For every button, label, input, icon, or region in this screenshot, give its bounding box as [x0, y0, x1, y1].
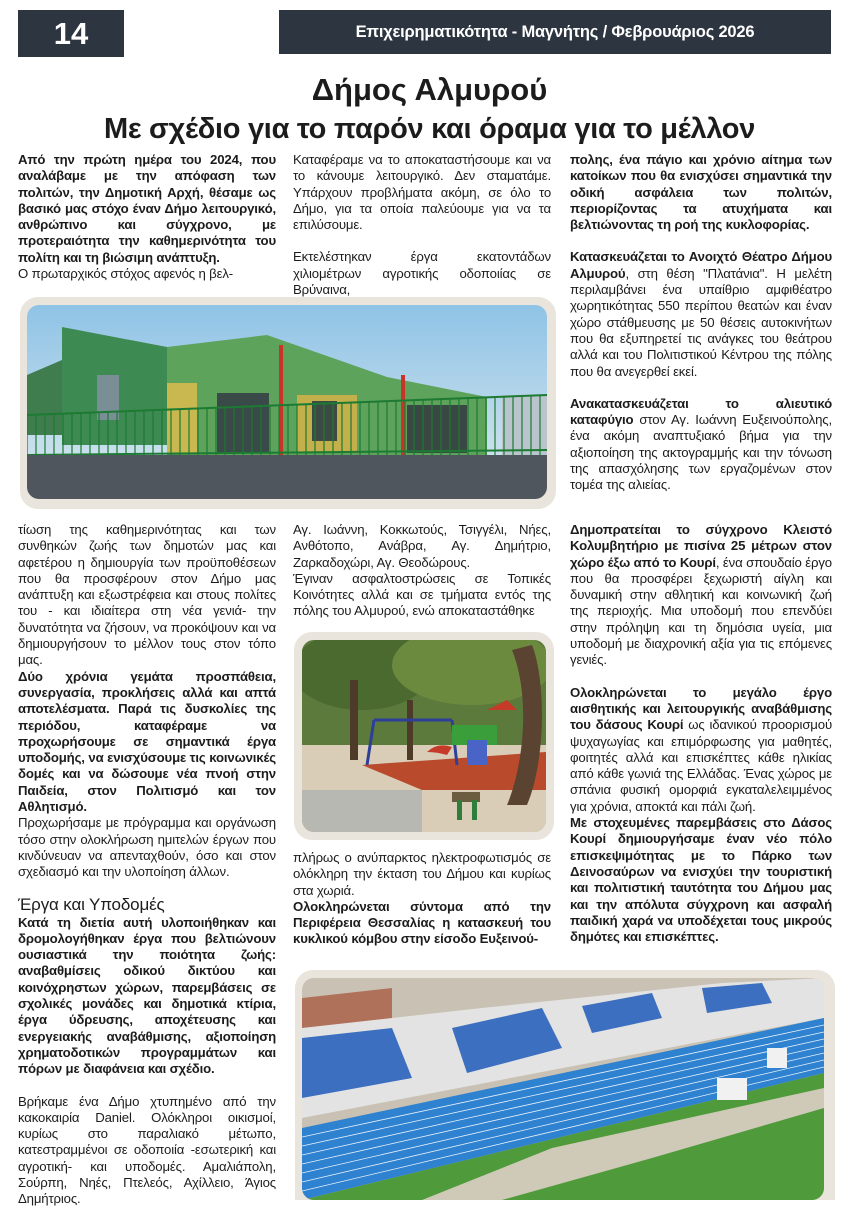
paragraph: [570, 685, 832, 815]
paragraph: Έγιναν ασφαλτοστρώσεις σε Τοπικές Κοινότητες αλλά και σε τμήματα εντός της πόλης του Αλμυρού, ενώ αποκαταστάθηκε: [293, 570, 551, 619]
paragraph: Δύο χρόνια γεμάτα προσπάθεια, συνεργασία, προκλήσεις αλλά και απτά αποτελέσματα. Παρά τις δυσκολίες της περιόδου, καταφέραμε να προχωρήσουμε σε σημαντικά έργα υποδομής, να ενισχύσουμε τις κοινωνικές δομές και να δώσουμε νέα πνοή στην Παιδεία, στον Πολιτισμό και τον Αθλητισμό.: [18, 668, 276, 815]
paragraph: πλήρως ο ανύπαρκτος ηλεκτροφωτισμός σε ολόκληρη την έκταση του Δήμου και κυρίως στα χωριά.: [293, 850, 551, 898]
paragraph: Βρήκαμε ένα Δήμο χτυπημένο από την κακοκαιρία Daniel. Ολόκληροι οικισμοί, κυρίως στο παραλιακό μέτωπο, κατεστραμμένοι σε οδοποιία -εσωτερική και αγροτική- και υποδομές. Αμαλιάπολη, Σούρπη, Νηές, Πτελεός, Αχίλλειο, Άγιος Δημήτριος.: [18, 1093, 276, 1207]
paragraph: Καταφέραμε να το αποκαταστήσουμε και να το κάνουμε λειτουργικό. Δεν σταματάμε. Υπάρχουν προβλήματα ακόμη, σε όλο το Δήμο, για τα οποία παλεύουμε για να τα επιλύσουμε.: [293, 152, 551, 233]
column-1-main: [18, 522, 276, 1208]
paragraph: Προχωρήσαμε με πρόγραμμα και οργάνωση τόσο στην ολοκλήρωση ημιτελών έργων που κινδύνευαν να απενταχθούν, όσο και στον σχεδιασμό και την υλοποίηση άλλων.: [18, 815, 276, 880]
running-head: Επιχειρηματικότητα - Μαγνήτης / Φεβρουάριος 2026: [279, 10, 831, 54]
text: ως ιδανικού προορισμού ψυχαγωγίας και επιμόρφωσης για μαθητές, φοιτητές αλλά και επισκέπτες κάθε ηλικίας από κάθε γωνιά της Ελλάδας. Ένας χώρος με σπάνια φυσική ομορφιά εγκαταλελειμμένος για χρόνια, αποκτά και πάλι ζωή.: [570, 717, 832, 814]
photo-school-building: [27, 305, 547, 499]
text: , ένα σπουδαίο έργο που θα προσφέρει ξεχωριστή αίγλη και δυναμική στην αθλητική και κοινωνική ζωή της περιοχής. Μια υποδομή που επενδύει στην πρόληψη και τη δημόσια υγεία, μια υποδομή με διαχρονική αξία για τις επόμενες γενιές.: [570, 554, 832, 668]
photo-stadium: [302, 978, 824, 1200]
highlight: Κατασκευάζεται το Ανοιχτό Θέατρο Δήμου Αλμυρού: [570, 249, 832, 281]
lead-paragraph: Από την πρώτη ημέρα του 2024, που αναλάβαμε με την απόφαση των πολιτών, την Δημοτική Αρχή, θέσαμε ως βασικό μας στόχο έναν Δήμο λειτουργικό, ανθρώπινο και σύγχρονο, με προτεραιότητα την καθημερινότητα του πολίτη και τη βιώσιμη ανάπτυξη.: [18, 152, 276, 265]
paragraph: Ο πρωταρχικός στόχος αφενός η βελ-: [18, 266, 234, 282]
text: στον Αγ. Ιωάννη Ευξεινούπολης, ένα ακόμη αναπτυξιακό βήμα για την αξιοποίηση της ακτογραμμής και την τόνωση της απασχόλησης των εργαζομένων στον τομέα της αλιείας.: [570, 412, 832, 493]
stadium-image: [302, 978, 824, 1200]
photo-school-building-frame: [20, 297, 556, 509]
school-building-image: [27, 305, 547, 499]
article-title: Δήμος Αλμυρού: [311, 72, 548, 107]
paragraph: [570, 249, 832, 379]
photo-stadium-frame: [295, 970, 835, 1200]
paragraph: πολης, ένα πάγιο και χρόνιο αίτημα των κατοίκων που θα ενισχύσει σημαντικά την οδική ασφάλεια των πολιτών, περιορίζοντας τα ατυχήματα και βελτιώνοντας τη ροή της κυκλοφορίας.: [570, 152, 832, 233]
text: , στη θέση "Πλατάνια". Η μελέτη περιλαμβάνει ένα υπαίθριο αμφιθέατρο χωρητικότητας 550 περίπου θεατών και έναν χώρο στάθμευσης με 50 θέσεις αυτοκινήτων που θα εξυπηρετεί τις ανάγκες του θεάτρου αλλά και του Πολιτιστικού Κέντρου της πόλης που θα ανεγερθεί εκεί.: [570, 265, 832, 379]
column-2-top: [293, 152, 551, 298]
page-number: 14: [18, 10, 124, 57]
column-3-main: [570, 522, 832, 945]
paragraph: [570, 522, 832, 669]
highlight: Ολοκληρώνεται το μεγάλο έργο αισθητικής και λειτουργικής αναβάθμισης του δάσους Κουρί: [570, 684, 832, 733]
paragraph: Εκτελέστηκαν έργα εκατοντάδων χιλιομέτρων αγροτικής οδοποιίας σε Βρύναινα,: [293, 249, 551, 298]
paragraph: Ολοκληρώνεται σύντομα από την Περιφέρεια Θεσσαλίας η κατασκευή του κυκλικού κόμβου στην είσοδο Ευξεινού-: [293, 898, 551, 947]
photo-playground: [302, 640, 546, 832]
article-subtitle: Με σχέδιο για το παρόν και όραμα για το μέλλον: [103, 113, 756, 145]
highlight: Ανακατασκευάζεται το αλιευτικό καταφύγιο: [570, 395, 832, 428]
paragraph: [570, 396, 832, 494]
paragraph: Με στοχευμένες παρεμβάσεις στο Δάσος Κουρί δημιουργήσαμε έναν νέο πόλο επισκεψιμότητας με το Πάρκο των Δεινοσαύρων να ενισχύει την τουριστική και πολιτιστική ταυτότητα του Δήμου μας και την απόλυτα σύγχρονη και ασφαλή παιδική χαρά να υποδέχεται τους μικρούς δημότες και επισκέπτες.: [570, 815, 832, 945]
paragraph: Κατά τη διετία αυτή υλοποιήθηκαν και δρομολογήθηκαν έργα που βελτιώνουν ουσιαστικά την ποιότητα ζωής: αναβαθμίσεις οδικού δικτύου και κοινόχρηστων χώρων, παρεμβάσεις σε σχολικές μονάδες και δημοτικά κτίρια, έργα ύδρευσης, αποχέτευσης και ενεργειακής αναβάθμισης, αξιοποίηση χρηματοδοτικών προγραμμάτων και πόρων με διαφάνεια και σχέδιο.: [18, 914, 276, 1077]
photo-playground-frame: [294, 632, 554, 840]
column-1-top: [18, 152, 276, 282]
section-heading: Έργα και Υποδομές: [18, 894, 165, 914]
paragraph: Αγ. Ιωάννη, Κοκκωτούς, Τσιγγέλι, Νήες, Ανθότοπο, Ανάβρα, Αγ. Δημήτριο, Ζαρκαδοχώρι, Αγ. Θεοδώρους.: [293, 522, 551, 570]
column-2-main: [293, 522, 551, 620]
column-3-top: [570, 152, 832, 494]
paragraph: τίωση της καθημερινότητας και των συνθηκών ζωής των δημοτών μας και αφετέρου η δημιουργία των προϋποθέσεων που θα προσφέρουν στον Δήμο μας ανάπτυξη και εξωστρέφεια και στους πολίτες του - και ιδιαίτερα στη νέα γενιά- την δυνατότητα να ζήσουν, να προκόψουν και να δημιουργήσουν το μέλλον τους στον τόπο μας.: [18, 522, 276, 668]
playground-image: [302, 640, 546, 832]
column-2-lower: [293, 850, 551, 948]
highlight: Δημοπρατείται το σύγχρονο Κλειστό Κολυμβητήριο με πισίνα 25 μέτρων στον χώρο έξω από το Κουρί: [570, 522, 832, 570]
